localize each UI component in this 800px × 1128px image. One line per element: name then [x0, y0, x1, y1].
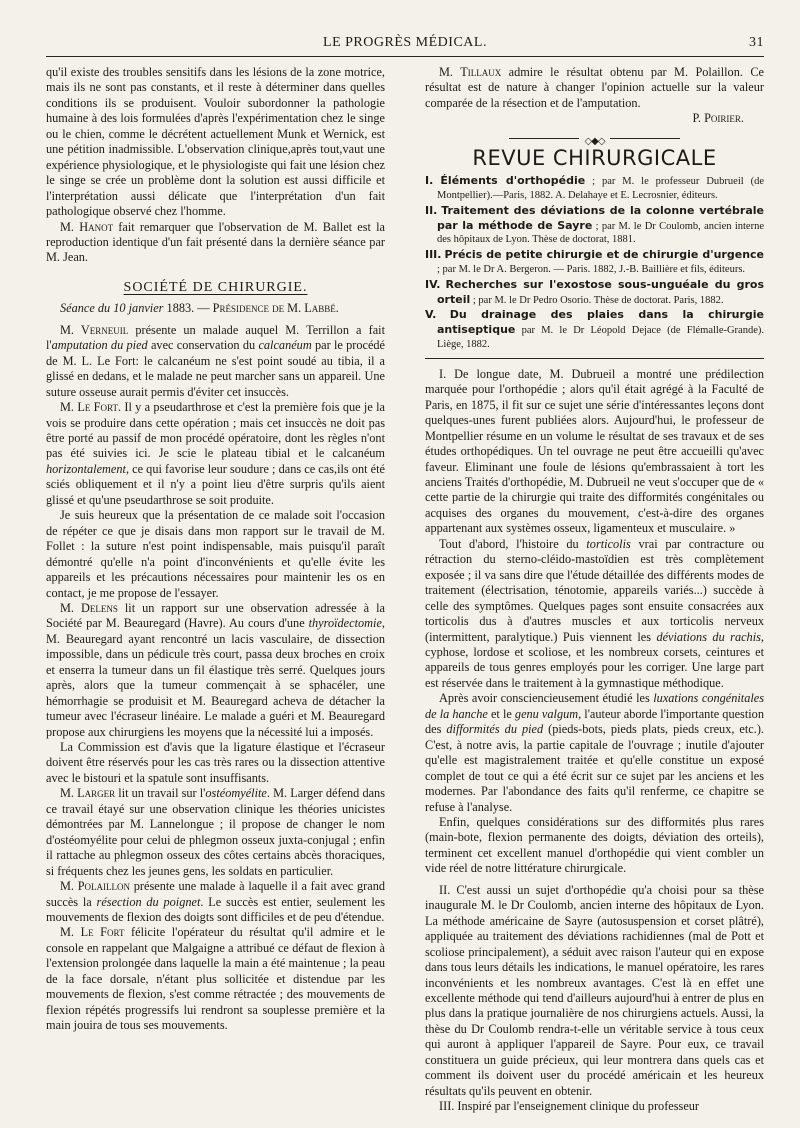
reviewed-work-number: I. — [425, 174, 434, 188]
seance-date-c: 1883. — — [163, 301, 213, 316]
text-r3-4: genu valgum — [514, 706, 579, 721]
reviewed-works-list — [425, 174, 764, 352]
text-larger-2: ostéomyélite — [205, 786, 267, 801]
reviewed-work-item — [425, 174, 764, 203]
text-r3-5: , l'auteur aborde l'importante question des — [425, 706, 764, 737]
speaker-tillaux: M. Tillaux — [439, 65, 502, 79]
paragraph-review-3 — [425, 691, 764, 815]
right-column — [425, 65, 764, 1115]
journal-title: LE PROGRÈS MÉDICAL. — [323, 35, 487, 50]
paragraph-heureux: Je suis heureux que la présentation de ce malade soit l'occasion de répéter ce que je disais dans mon rapport sur le travail de M. Follet : la suture n'est point indispensable, mais puisqu'il paraît démontré qu'elle n'a point d'inconvénients et qu'elle évite les appareils et les précautions nécessaires pour maintenir les os en contact, je me propose de l'essayer. — [46, 508, 385, 600]
seance-date-b: janvier — [128, 301, 164, 316]
speaker-verneuil: M. Verneuil — [60, 322, 129, 337]
page-number: 31 — [749, 35, 764, 50]
ornament-icon: ◇◆◇ — [584, 135, 605, 147]
reviewed-work-item — [425, 308, 764, 351]
paragraph-lefort-2 — [46, 925, 385, 1033]
two-column-body — [46, 65, 764, 1115]
paragraph-intro: qu'il existe des troubles sensitifs dans les lésions de la zone motrice, mais ils ne sont pas constants, et il reste à déterminer dans quelles conditions ils se produisent. Vouloir subordonner la pathologie humaine à des lois formulées d'après l'expérimentation chez le singe ou le chien, comme le décrétent actuellement Munk et Wernick, est une pétition inadmissible. L'observation clinique,après tout,vaut une expérience physiologique, et le physiologiste qui fait une lésion chez le singe se crée un problème dont la solution est aussi difficile et l'interprétation aussi délicate que l'interprétation d'un fait pathologique observé chez l'homme. — [46, 65, 385, 219]
text-delens-2: thyroïdectomie — [308, 616, 382, 631]
speaker-hanot: M. Hanot — [60, 219, 114, 234]
reviewed-work-detail: ; par M. le Dr A. Bergeron. — Paris. 1882, J.-B. Baillière et fils, éditeurs. — [437, 264, 746, 276]
paragraph-larger — [46, 786, 385, 879]
text-delens-3: , M. Beauregard ayant rencontré un lacis vasculaire, de dissection impossible, dans un pédicule très court, passa deux broches en croix et enserra la tumeur dans un fil élastique très serré. Quelques jours après, alors que la tumeur commençait à se sphacéler, une hémorrhagie se produisit et M. Beauregard acheva de détacher la tumeur avec l'écraseur linéaire. Le malade a guéri et M. Beauregard propose aux chirurgiens les moyens que la nécessité lui a imposés. — [46, 616, 385, 739]
paragraph-verneuil — [46, 323, 385, 400]
left-column — [46, 65, 385, 1115]
text-r3-6: difformités du pied — [446, 722, 544, 737]
speaker-polaillon: M. Polaillon — [60, 879, 131, 894]
text-r3-2: luxations congénitales de la hanche — [425, 691, 765, 721]
text-verneuil-4: calcanéum — [258, 338, 312, 353]
paragraph-tillaux — [425, 65, 764, 111]
text-verneuil-3: avec conservation du — [147, 338, 259, 353]
paragraph-lefort — [46, 400, 385, 508]
seance-line — [46, 301, 385, 316]
text-r3-3: et le — [487, 706, 515, 721]
seance-date-a: Séance du 10 — [60, 301, 129, 316]
text-r2-5: , cyphose, lordose et scoliose, et les nombreux corsets, ceintures et appareils de tous genres employés pour les corriger. Une large part est réservée dans le traitement à la gymnastique méthodique. — [425, 629, 764, 690]
ornament-line-left — [509, 138, 579, 139]
reviewed-work-detail: ; par M. le Dr Coulomb, ancien interne des hôpitaux de Lyon. Thèse de doctorat, 1881. — [437, 220, 764, 246]
reviewed-work-title: Précis de petite chirurgie et de chirurgie d'urgence — [444, 248, 765, 262]
reviewed-work-item — [425, 278, 764, 308]
text-r2-4: déviations du rachis — [656, 629, 761, 644]
reviewed-work-detail: ; par M. le professeur Dubrueil (de Montpellier).—Paris, 1882. A. Delahaye et E. Lecrosnier, éditeurs. — [437, 176, 765, 202]
reviewed-work-item — [425, 204, 764, 247]
paragraph-review-2 — [425, 537, 764, 692]
text-verneuil-5: par le procédé de M. L. Le Fort: le calcanéum ne s'est point soudé au tibia, il a glissé en dedans, et le malade ne peut marcher sans un appareil. Une suture osseuse aurait permis d'éviter cet insuccès. — [46, 338, 386, 399]
reviewed-work-number: II. — [425, 203, 438, 217]
speaker-larger: M. Larger — [60, 786, 116, 801]
text-polaillon-2: résection du poignet — [96, 894, 201, 909]
reviewed-work-title: Du drainage des plaies dans la chirurgie antiseptique — [437, 308, 764, 337]
section-title-revue: REVUE CHIRURGICALE — [472, 145, 717, 170]
speaker-lefort: M. Le Fort. — [60, 400, 122, 415]
reviewed-work-number: IV. — [425, 277, 441, 291]
text-larger-1: lit un travail sur l' — [115, 786, 206, 801]
reviewed-work-number: III. — [425, 248, 442, 262]
text-tillaux: admire le résultat obtenu par M. Polaillon. Ce résultat est de nature à changer l'opinion actuelle sur la valeur comparée de la résection et de l'amputation. — [425, 65, 764, 110]
reviewed-work-title: Recherches sur l'exostose sous-unguéale du gros orteil — [437, 277, 764, 306]
text-r2-1: Tout d'abord, l'histoire du — [439, 536, 587, 551]
text-r2-3: vrai par contracture ou rétraction du sterno-cléido-mastoïdien est très complètement exposée ; il va sans dire que l'étude détaillée des différents modes de traitement (électrisation, ténotomie, appareils variés...) succède à celle des symptômes. Quelques pages sont ensuite consacrées aux torticolis dus à d'autres muscles et aux torticolis nerveux (intermittent, paralytique.) Puis viennent les — [425, 536, 764, 644]
ornament-line-right — [610, 138, 680, 139]
reviewed-work-item — [425, 248, 764, 277]
text-r3-7: (pieds-bots, pieds plats, pieds creux, etc.). C'est, à notre avis, la partie capitale de l'ouvrage ; inutile d'ajouter qu'elle est magistralement traitée et qu'elle constitue un exposé complet de tout ce qui a été écrit sur ce sujet par les anciens et les modernes. Par l'abondance des faits qu'il renferme, ce chapitre se refuse à l'analyse. — [425, 722, 764, 814]
reviewed-work-title: Traitement des déviations de la colonne vertébrale par la méthode de Sayre — [437, 203, 765, 232]
section-title-societe: SOCIÉTÉ DE CHIRURGIE. — [123, 279, 308, 295]
paragraph-review-5: II. C'est aussi un sujet d'orthopédie qu'a choisi pour sa thèse inaugurale M. le Dr Coulomb, ancien interne des hôpitaux de Lyon. La méthode américaine de Sayre (autosuspension et corset plâtré), appliquée au traitement des déviations rachidiennes (mal de Pott et scoliose principalement), a séduit avec raison l'auteur qui en expose dans tous leurs détails les indications, le manuel opératoire, les rares inconvénients et les nombreux avantages. C'est là en effet une excellente méthode qui tend d'ailleurs aujourd'hui à entrer de plus en plus dans la pratique journalière de nos chirurgiens actuels. Aussi, la thèse du Dr Coulomb rendra-t-elle un véritable service à tous ceux qui auront à appliquer l'appareil de Sayre. Pour eux, ce travail constituera un guide précieux, qui leur montrera dans quels cas et comment ils doivent user du procédé américain et les heureux résultats qu'ils peuvent en obtenir. — [425, 882, 764, 1098]
text-polaillon-3: . Le succès est entier, seulement les mouvements de flexion des doigts sont difficiles et de peu d'étendue. — [46, 894, 385, 925]
text-verneuil-1: présente un malade auquel M. Terrillon a fait l' — [46, 322, 385, 353]
text-r2-2: torticolis — [586, 536, 631, 551]
text-hanot: fait remarquer que l'observation de M. Ballet est la reproduction identique d'un fait présenté dans la dernière séance par M. Jean. — [46, 219, 385, 265]
text-lefort-2: félicite l'opérateur du résultat qu'il admire et le console en rappelant que Malgaigne a attribué ce défaut de flexion à l'extension prolongée dans laquelle la main a été maintenue ; la peau de la face dorsale, n'étant plus sollicitée et distendue par les mouvements de flexion, s'est comme rétractée ; des mouvements de flexion répétés progressifs lui rendront sa souplesse première et la main jouira de tous ses mouvements. — [46, 925, 385, 1033]
text-delens-1: lit un rapport sur une observation adressée à la Société par M. Beauregard (Havre). Au cours d'une — [46, 600, 386, 631]
text-lefort-3: , ce qui favorise leur soudure ; dans ce cas,ils ont été sciés obliquement et il n'y a point lieu d'être surpris qu'ils aient glissé et qu'une pseudarthrose se soit produite. — [46, 461, 385, 507]
seance-presidence: Présidence de M. Labbé. — [212, 301, 339, 316]
text-r3-1: Après avoir consciencieusement étudié les — [439, 691, 654, 706]
text-lefort-2: horizontalement — [46, 461, 126, 476]
text-verneuil-2: amputation du pied — [51, 338, 148, 353]
speaker-delens: M. Delens — [60, 600, 118, 615]
paragraph-polaillon — [46, 879, 385, 925]
text-larger-3: . M. Larger défend dans ce travail étayé sur une observation clinique les théories unicistes démontrées par M. Lannelongue ; il propose de changer le nom d'ostéomyélite pour celui de phlegmon osseux juxta-conjugal ; enfin il rattache au phlegmon osseux des côtes certains abcès thoraciques, si fréquents chez les jeunes gens, les soldats en particulier. — [46, 786, 385, 878]
paragraph-review-4: Enfin, quelques considérations sur des difformités plus rares (main-bote, flexion permanente des doigts, déviation des orteils), terminent cet excellent manuel d'orthopédie qui vient combler un vide réel de notre littérature chirurgicale. — [425, 814, 764, 876]
paragraph-hanot — [46, 220, 385, 266]
reviewed-work-title: Éléments d'orthopédie — [440, 174, 586, 188]
paragraph-delens — [46, 601, 385, 740]
speaker-lefort-2: M. Le Fort — [60, 925, 125, 940]
section-ornament — [425, 133, 764, 147]
toc-divider — [425, 358, 764, 359]
paragraph-commission: La Commission est d'avis que la ligature élastique et l'écraseur doivent être réservés pour les cas très rares ou la dissection attentive avec le bistouri et la spatule sont insuffisants. — [46, 740, 385, 785]
page-header — [46, 32, 764, 57]
reviewed-work-detail: ; par M. le Dr Pedro Osorio. Thèse de doctorat. Paris, 1882. — [470, 294, 724, 306]
paragraph-review-1: I. De longue date, M. Dubrueil a montré une prédilection marquée pour l'orthopédie ; alors qu'il était agrégé à la Faculté de Paris, en 1875, il fit sur ce sujet une série d'intéressantes leçons dont quelques-unes furent publiées alors. Aujourd'hui, le professeur de Montpellier résume en un volume le résultat de ses travaux et de ses études orthopédiques. Un tel ouvrage ne peut être accueilli qu'avec faveur. Eliminant une foule de lésions qu'embrassaient à tort les anciens Traités d'orthopédie, M. Dubrueil ne veut s'occuper que de « cette partie de la chirurgie qui traite des difformités congénitales ou acquises des organes du mouvement, c'est-à-dire des organes appartenant aux systèmes osseux, ligamenteux et musculaire. » — [425, 366, 764, 536]
reviewed-work-number: V. — [425, 308, 437, 322]
signature: P. Poirier. — [692, 111, 744, 126]
paragraph-review-6: III. Inspiré par l'enseignement clinique du professeur — [439, 1099, 700, 1114]
text-lefort-1: Il y a pseudarthrose et c'est la première fois que je la vois se produire dans cette opération ; mais cet insuccès ne doit pas être porté au passif de mon procédé opératoire, dont les règles n'ont pas été suivies ici. Je scie le plateau tibial et le calcanéum — [46, 400, 385, 461]
text-polaillon-1: présente une malade à laquelle il a fait avec grand succès la — [46, 879, 385, 909]
reviewed-work-detail: par M. le Dr Léopold Dejace (de Flémalle-Grande). Liège, 1882. — [437, 325, 764, 351]
